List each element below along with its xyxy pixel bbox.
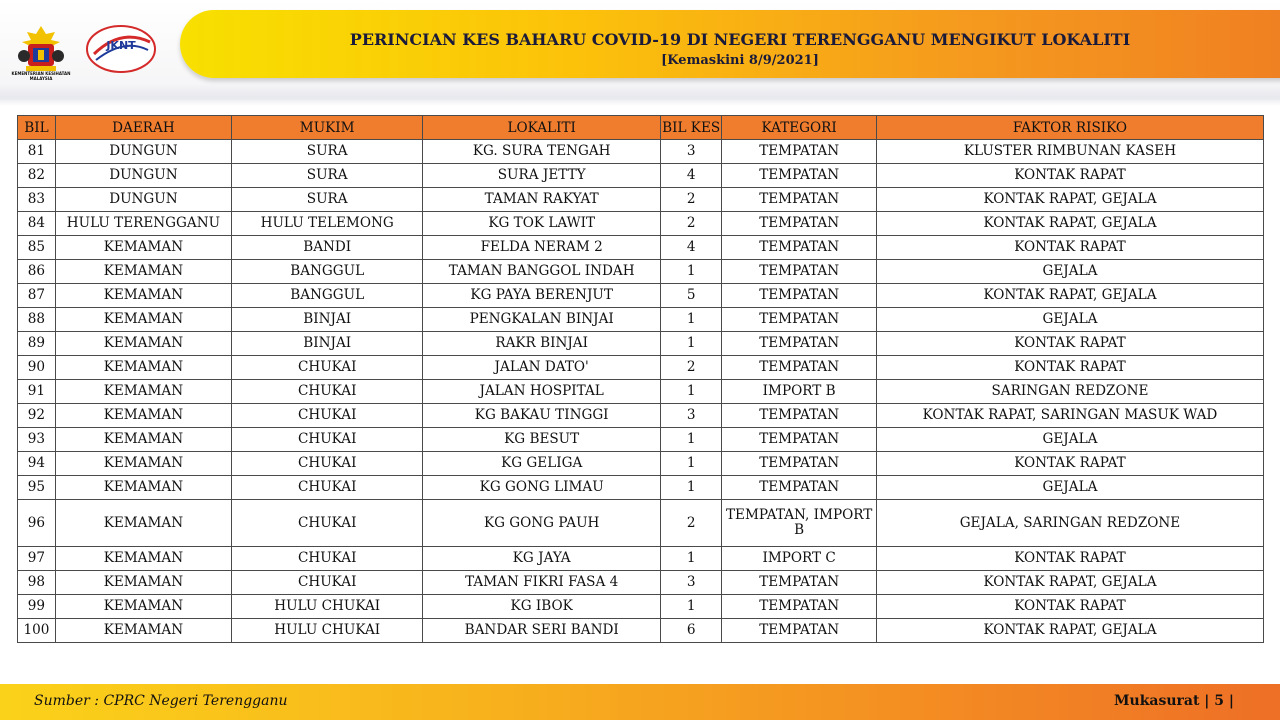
cell-bil: 97 (18, 547, 56, 571)
cell-faktor-risiko: GEJALA (876, 308, 1263, 332)
cell-bil-kes: 1 (660, 595, 721, 619)
jknt-logo (84, 24, 158, 74)
cell-bil: 90 (18, 356, 56, 380)
col-header-faktor-risiko: FAKTOR RISIKO (876, 116, 1263, 140)
cell-mukim: SURA (231, 140, 422, 164)
cell-kategori: TEMPATAN (722, 284, 877, 308)
cell-lokaliti: KG GONG LIMAU (423, 476, 661, 500)
cell-faktor-risiko: KONTAK RAPAT, GEJALA (876, 284, 1263, 308)
cell-daerah: DUNGUN (55, 140, 231, 164)
cell-bil-kes: 6 (660, 619, 721, 643)
cell-daerah: KEMAMAN (55, 356, 231, 380)
cell-daerah: KEMAMAN (55, 380, 231, 404)
cell-lokaliti: JALAN DATO' (423, 356, 661, 380)
cell-lokaliti: TAMAN BANGGOL INDAH (423, 260, 661, 284)
cell-lokaliti: SURA JETTY (423, 164, 661, 188)
cell-bil: 99 (18, 595, 56, 619)
cell-mukim: SURA (231, 164, 422, 188)
cell-bil-kes: 5 (660, 284, 721, 308)
cell-bil: 89 (18, 332, 56, 356)
cell-faktor-risiko: GEJALA (876, 260, 1263, 284)
cell-mukim: CHUKAI (231, 428, 422, 452)
cell-daerah: KEMAMAN (55, 236, 231, 260)
table-row (18, 212, 1264, 236)
cell-faktor-risiko: GEJALA, SARINGAN REDZONE (876, 500, 1263, 547)
cell-daerah: KEMAMAN (55, 547, 231, 571)
cell-lokaliti: KG GONG PAUH (423, 500, 661, 547)
cell-daerah: KEMAMAN (55, 332, 231, 356)
cell-faktor-risiko: KONTAK RAPAT, GEJALA (876, 619, 1263, 643)
table-row (18, 428, 1264, 452)
cell-kategori: IMPORT B (722, 380, 877, 404)
cell-bil: 87 (18, 284, 56, 308)
cell-daerah: KEMAMAN (55, 619, 231, 643)
cell-bil: 86 (18, 260, 56, 284)
cell-bil-kes: 2 (660, 188, 721, 212)
cell-kategori: TEMPATAN (722, 140, 877, 164)
cell-daerah: KEMAMAN (55, 476, 231, 500)
table-row (18, 260, 1264, 284)
cell-mukim: BANGGUL (231, 260, 422, 284)
cell-mukim: CHUKAI (231, 476, 422, 500)
cell-faktor-risiko: KONTAK RAPAT, GEJALA (876, 188, 1263, 212)
cell-lokaliti: KG. SURA TENGAH (423, 140, 661, 164)
cell-mukim: HULU TELEMONG (231, 212, 422, 236)
cell-bil-kes: 2 (660, 356, 721, 380)
cell-kategori: TEMPATAN (722, 332, 877, 356)
table-row (18, 140, 1264, 164)
cell-kategori: TEMPATAN (722, 619, 877, 643)
cell-daerah: KEMAMAN (55, 260, 231, 284)
cell-kategori: TEMPATAN, IMPORT B (722, 500, 877, 547)
table-row (18, 571, 1264, 595)
cell-mukim: BANDI (231, 236, 422, 260)
cell-bil-kes: 3 (660, 404, 721, 428)
cell-mukim: HULU CHUKAI (231, 619, 422, 643)
col-header-daerah: DAERAH (55, 116, 231, 140)
cell-kategori: TEMPATAN (722, 356, 877, 380)
page-title: PERINCIAN KES BAHARU COVID-19 DI NEGERI TERENGGANU MENGIKUT LOKALITI (349, 30, 1131, 49)
cell-lokaliti: PENGKALAN BINJAI (423, 308, 661, 332)
cell-faktor-risiko: KONTAK RAPAT, GEJALA (876, 212, 1263, 236)
col-header-mukim: MUKIM (231, 116, 422, 140)
cell-bil: 84 (18, 212, 56, 236)
cell-kategori: TEMPATAN (722, 308, 877, 332)
cell-kategori: IMPORT C (722, 547, 877, 571)
cell-mukim: CHUKAI (231, 356, 422, 380)
cell-lokaliti: TAMAN FIKRI FASA 4 (423, 571, 661, 595)
cell-daerah: DUNGUN (55, 164, 231, 188)
cell-mukim: CHUKAI (231, 404, 422, 428)
cell-bil: 85 (18, 236, 56, 260)
cell-lokaliti: KG JAYA (423, 547, 661, 571)
cell-mukim: SURA (231, 188, 422, 212)
cell-bil-kes: 1 (660, 260, 721, 284)
header-streak (0, 84, 1280, 106)
footer-source: Sumber : CPRC Negeri Terengganu (34, 693, 288, 709)
cell-daerah: KEMAMAN (55, 571, 231, 595)
table-row (18, 595, 1264, 619)
cell-bil: 96 (18, 500, 56, 547)
cell-kategori: TEMPATAN (722, 236, 877, 260)
cell-bil-kes: 1 (660, 332, 721, 356)
cell-faktor-risiko: KONTAK RAPAT (876, 595, 1263, 619)
cell-lokaliti: KG BAKAU TINGGI (423, 404, 661, 428)
cell-kategori: TEMPATAN (722, 260, 877, 284)
cell-bil: 98 (18, 571, 56, 595)
cell-bil-kes: 1 (660, 547, 721, 571)
cell-daerah: KEMAMAN (55, 308, 231, 332)
cell-kategori: TEMPATAN (722, 164, 877, 188)
cell-faktor-risiko: KONTAK RAPAT (876, 332, 1263, 356)
cell-daerah: HULU TERENGGANU (55, 212, 231, 236)
table-row (18, 476, 1264, 500)
cell-bil-kes: 4 (660, 164, 721, 188)
table-row (18, 404, 1264, 428)
cell-daerah: KEMAMAN (55, 404, 231, 428)
cell-faktor-risiko: KONTAK RAPAT, SARINGAN MASUK WAD (876, 404, 1263, 428)
cell-bil-kes: 1 (660, 452, 721, 476)
cell-faktor-risiko: SARINGAN REDZONE (876, 380, 1263, 404)
cell-bil-kes: 1 (660, 380, 721, 404)
cell-daerah: KEMAMAN (55, 284, 231, 308)
cell-bil: 81 (18, 140, 56, 164)
cases-table (17, 115, 1264, 643)
cell-bil-kes: 3 (660, 140, 721, 164)
cell-lokaliti: RAKR BINJAI (423, 332, 661, 356)
cell-mukim: CHUKAI (231, 571, 422, 595)
cell-lokaliti: JALAN HOSPITAL (423, 380, 661, 404)
cell-faktor-risiko: GEJALA (876, 476, 1263, 500)
cell-bil-kes: 2 (660, 212, 721, 236)
cell-bil: 94 (18, 452, 56, 476)
cell-faktor-risiko: KONTAK RAPAT (876, 452, 1263, 476)
table-row (18, 308, 1264, 332)
cell-faktor-risiko: KONTAK RAPAT (876, 356, 1263, 380)
cell-kategori: TEMPATAN (722, 428, 877, 452)
cell-bil-kes: 2 (660, 500, 721, 547)
table-row (18, 619, 1264, 643)
cell-mukim: HULU CHUKAI (231, 595, 422, 619)
cell-lokaliti: KG GELIGA (423, 452, 661, 476)
moh-logo-caption: KEMENTERIAN KESIHATAN MALAYSIA (11, 71, 71, 81)
cell-lokaliti: KG BESUT (423, 428, 661, 452)
cell-mukim: BINJAI (231, 308, 422, 332)
cell-lokaliti: BANDAR SERI BANDI (423, 619, 661, 643)
table-row (18, 380, 1264, 404)
cell-faktor-risiko: KONTAK RAPAT, GEJALA (876, 571, 1263, 595)
cell-faktor-risiko: KONTAK RAPAT (876, 164, 1263, 188)
cell-lokaliti: TAMAN RAKYAT (423, 188, 661, 212)
col-header-kategori: KATEGORI (722, 116, 877, 140)
cell-bil: 92 (18, 404, 56, 428)
cell-bil: 82 (18, 164, 56, 188)
cell-lokaliti: KG IBOK (423, 595, 661, 619)
cell-lokaliti: FELDA NERAM 2 (423, 236, 661, 260)
cell-mukim: BINJAI (231, 332, 422, 356)
cell-faktor-risiko: KLUSTER RIMBUNAN KASEH (876, 140, 1263, 164)
cell-faktor-risiko: KONTAK RAPAT (876, 236, 1263, 260)
cell-bil: 93 (18, 428, 56, 452)
cell-bil-kes: 1 (660, 476, 721, 500)
cell-kategori: TEMPATAN (722, 476, 877, 500)
cell-daerah: DUNGUN (55, 188, 231, 212)
cell-kategori: TEMPATAN (722, 404, 877, 428)
page-subtitle: [Kemaskini 8/9/2021] (661, 53, 819, 68)
cell-bil: 88 (18, 308, 56, 332)
table-row (18, 547, 1264, 571)
cell-bil-kes: 1 (660, 308, 721, 332)
table-row (18, 452, 1264, 476)
table-row (18, 284, 1264, 308)
cell-mukim: CHUKAI (231, 547, 422, 571)
cell-bil: 83 (18, 188, 56, 212)
col-header-bil: BIL (18, 116, 56, 140)
col-header-bil-kes: BIL KES (660, 116, 721, 140)
svg-text:JKNT: JKNT (106, 39, 136, 52)
col-header-lokaliti: LOKALITI (423, 116, 661, 140)
cell-kategori: TEMPATAN (722, 212, 877, 236)
cell-faktor-risiko: KONTAK RAPAT (876, 547, 1263, 571)
cell-bil: 91 (18, 380, 56, 404)
cell-daerah: KEMAMAN (55, 452, 231, 476)
table-header-row (18, 116, 1264, 140)
cell-bil: 100 (18, 619, 56, 643)
cell-bil: 95 (18, 476, 56, 500)
cell-daerah: KEMAMAN (55, 500, 231, 547)
page-number: Mukasurat | 5 | (1114, 693, 1234, 709)
table-row (18, 188, 1264, 212)
cell-bil-kes: 1 (660, 428, 721, 452)
cell-faktor-risiko: GEJALA (876, 428, 1263, 452)
cell-kategori: TEMPATAN (722, 452, 877, 476)
cell-bil-kes: 4 (660, 236, 721, 260)
table-row (18, 236, 1264, 260)
cell-daerah: KEMAMAN (55, 428, 231, 452)
cell-mukim: CHUKAI (231, 452, 422, 476)
cell-mukim: CHUKAI (231, 500, 422, 547)
table-row (18, 500, 1264, 547)
cell-bil-kes: 3 (660, 571, 721, 595)
cell-daerah: KEMAMAN (55, 595, 231, 619)
cell-kategori: TEMPATAN (722, 188, 877, 212)
table-row (18, 356, 1264, 380)
cell-kategori: TEMPATAN (722, 595, 877, 619)
cell-mukim: BANGGUL (231, 284, 422, 308)
cell-lokaliti: KG TOK LAWIT (423, 212, 661, 236)
table-row (18, 164, 1264, 188)
table-row (18, 332, 1264, 356)
cell-mukim: CHUKAI (231, 380, 422, 404)
cell-lokaliti: KG PAYA BERENJUT (423, 284, 661, 308)
cell-kategori: TEMPATAN (722, 571, 877, 595)
